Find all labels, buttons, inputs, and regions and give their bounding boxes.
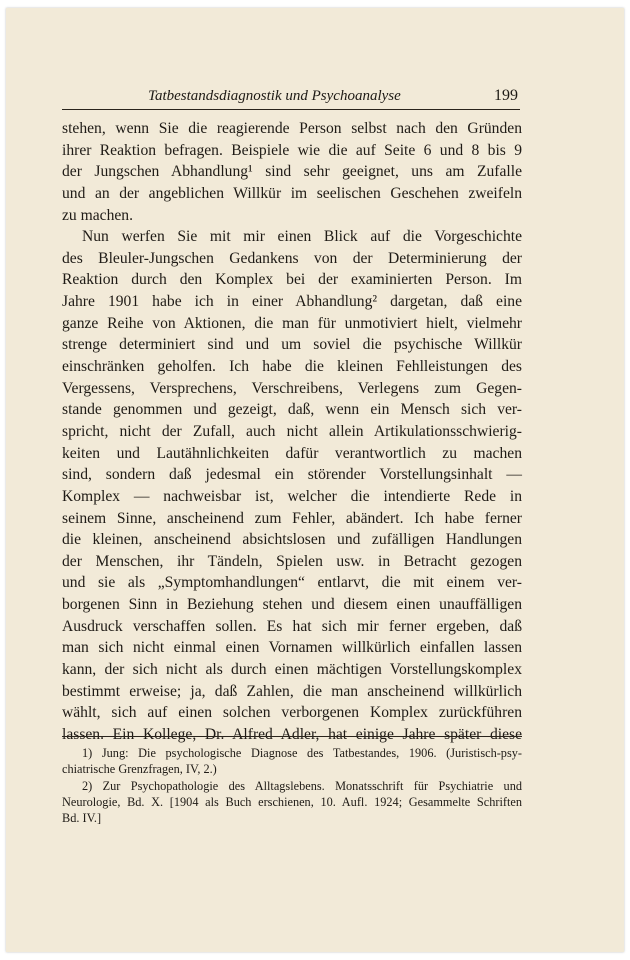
text-line: seinem Sinne, anscheinend zum Fehler, abändert. Ich habe ferner [62,509,522,527]
running-title: Tatbestandsdiagnostik und Psychoanalyse [148,88,401,104]
footnote-line: 1) Jung: Die psychologische Diagnose des Tatbestandes, 1906. (Juristisch-psy- [82,746,522,760]
footnote-line: chiatrische Grenzfragen, IV, 2.) [62,762,217,777]
text-line: die kleinen, anscheinend absichtslosen und zufälligen Handlungen [62,531,522,549]
text-line: Vergessens, Versprechens, Verschreibens, Verlegens zum Gegen- [62,379,522,397]
text-line: strenge determiniert sind und um soviel die psychische Willkür [62,336,522,354]
text-line: Reaktion durch den Komplex bei der examinierten Person. Im [62,271,522,289]
text-line: und sie als „Symptomhandlungen“ entlarvt, die mit einem ver- [62,574,522,592]
footnotes [62,745,522,826]
footnote-line: Neurologie, Bd. X. [1904 als Buch erschienen, 10. Aufl. 1924; Gesammelte Schriften [62,794,522,809]
text-line: borgenen Sinn in Beziehung stehen und diesem einen unauffälligen [62,596,522,614]
body-text [62,118,522,746]
text-line: lassen. Ein Kollege, Dr. Alfred Adler, hat einige Jahre später diese [62,725,522,743]
footnote-line: Bd. IV.] [62,811,102,826]
text-line: kann, der sich nicht als durch einen mächtigen Vorstellungskomplex [62,661,522,679]
book-page [6,8,624,952]
text-line: sind, sondern daß jedesmal ein störender Vorstellungsinhalt — [62,466,522,484]
text-line: stehen, wenn Sie die reagierende Person selbst nach den Gründen [62,120,522,137]
text-line: bestimmt erweise; ja, daß Zahlen, die man anscheinend willkürlich [62,682,522,700]
text-line: der Menschen, ihr Tändeln, Spielen usw. in Betracht gezogen [62,552,522,570]
text-line: Ausdruck verschaffen sollen. Es hat sich mir ferner ergeben, daß [62,617,522,635]
text-line: des Bleuler-Jungschen Gedankens von der Determinierung der [62,249,522,267]
footnote-line: 2) Zur Psychopathologie des Alltagslebens. Monatsschrift für Psychiatrie und [82,778,522,793]
text-line: Nun werfen Sie mit mir einen Blick auf die Vorgeschichte [82,228,522,246]
text-line: wählt, sich auf einen solchen verborgenen Komplex zurückführen [62,704,522,722]
text-line: man sich nicht einmal einen Vornamen willkürlich einfallen lassen [62,639,522,657]
text-line: ihrer Reaktion befragen. Beispiele wie die auf Seite 6 und 8 bis 9 [62,141,522,159]
page-number: 199 [494,87,518,104]
text-line: der Jungschen Abhandlung¹ sind sehr geeignet, uns am Zufalle [62,163,522,181]
text-line: Komplex — nachweisbar ist, welcher die intendierte Rede in [62,487,522,505]
text-line: einschränken geholfen. Ich habe die kleinen Fehlleistungen des [62,358,522,376]
running-head [62,87,520,110]
text-line: zu machen. [62,206,134,224]
footnote-divider [62,736,522,737]
text-line: Jahre 1901 habe ich in einer Abhandlung² dargetan, daß eine [62,293,522,311]
text-line: stande genommen und gezeigt, daß, wenn ein Mensch sich ver- [62,401,522,419]
text-line: spricht, nicht der Zufall, auch nicht allein Artikulationsschwierig- [62,422,522,440]
text-line: und an der angeblichen Willkür im seelischen Geschehen zweifeln [62,184,522,202]
text-line: ganze Reihe von Aktionen, die man für unmotiviert hielt, vielmehr [62,314,522,332]
text-line: keiten und Lautähnlichkeiten dafür verantwortlich zu machen [62,444,522,462]
